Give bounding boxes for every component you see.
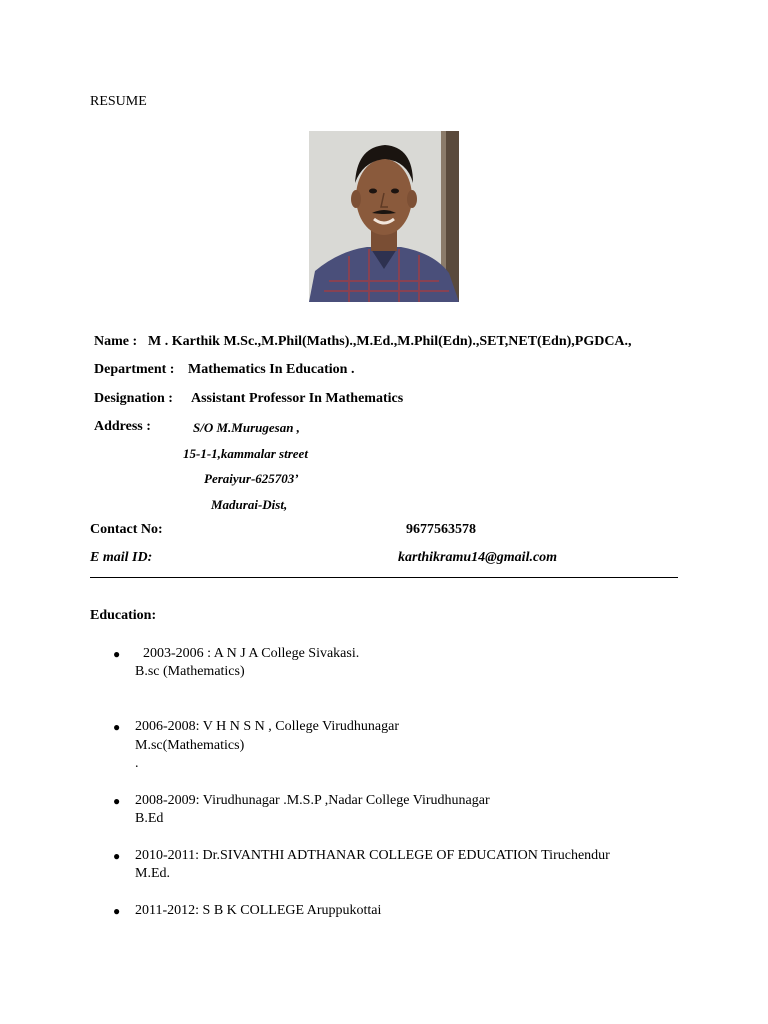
address-label: Address :: [94, 419, 151, 434]
document-title: RESUME: [90, 94, 147, 109]
address-line-1: S/O M.Murugesan ,: [193, 420, 300, 435]
education-heading: Education:: [90, 608, 157, 623]
divider: [90, 577, 678, 578]
email-label: E mail ID:: [90, 550, 153, 565]
education-item-5-line1: 2011-2012: S B K COLLEGE Aruppukottai: [135, 903, 382, 918]
designation-label: Designation :: [94, 391, 173, 406]
department-value: Mathematics In Education .: [188, 362, 355, 377]
address-line-2: 15-1-1,kammalar street: [183, 446, 308, 461]
education-item-4-line1: 2010-2011: Dr.SIVANTHI ADTHANAR COLLEGE OF EDUCATION Tiruchendur: [135, 848, 610, 863]
name-label: Name :: [94, 334, 138, 349]
education-item-1-line1: 2003-2006 : A N J A College Sivakasi.: [143, 646, 360, 661]
address-line-3: Peraiyur-625703’: [204, 471, 299, 486]
education-item-2-line1: 2006-2008: V H N S N , College Virudhunagar: [135, 719, 399, 734]
contact-value: 9677563578: [406, 522, 476, 537]
list-bullet: ●: [113, 720, 121, 734]
education-item-1-line2: B.sc (Mathematics): [135, 664, 245, 679]
education-item-2-line3: .: [135, 756, 139, 771]
education-item-4-line2: M.Ed.: [135, 866, 170, 881]
profile-photo: [309, 131, 459, 302]
name-value: M . Karthik M.Sc.,M.Phil(Maths).,M.Ed.,M.Phil(Edn).,SET,NET(Edn),PGDCA.,: [148, 334, 632, 349]
education-item-3-line2: B.Ed: [135, 811, 164, 826]
email-value: karthikramu14@gmail.com: [398, 550, 558, 565]
list-bullet: ●: [113, 647, 121, 661]
department-label: Department :: [94, 362, 175, 377]
list-bullet: ●: [113, 849, 121, 863]
designation-value: Assistant Professor In Mathematics: [191, 391, 404, 406]
address-line-4: Madurai-Dist,: [211, 497, 288, 512]
list-bullet: ●: [113, 794, 121, 808]
education-item-3-line1: 2008-2009: Virudhunagar .M.S.P ,Nadar College Virudhunagar: [135, 793, 490, 808]
contact-label: Contact No:: [90, 522, 163, 537]
education-item-2-line2: M.sc(Mathematics): [135, 738, 245, 753]
list-bullet: ●: [113, 904, 121, 918]
